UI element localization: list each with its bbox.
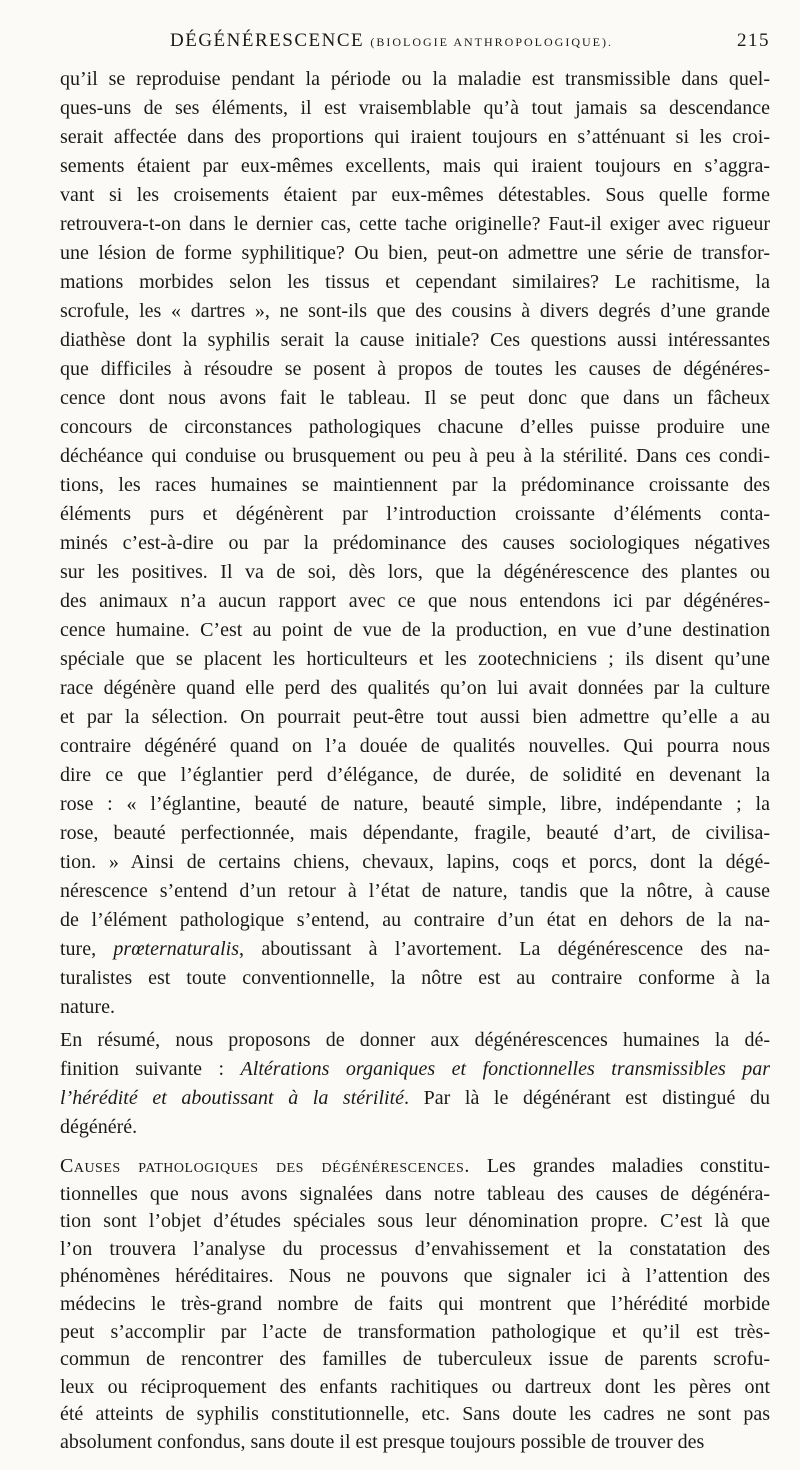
text-line — [60, 1025, 770, 1055]
text-line: et par la sélection. On pourrait peut-être tout aussi bien admettre qu’elle a au — [60, 706, 770, 728]
text-line: sements étaient par eux-mêmes excellents, mais qui iraient toujours en s’aggra- — [60, 155, 770, 177]
text-line: dire ce que l’églantier perd d’élégance, de durée, de solidité en devenant la — [60, 764, 770, 786]
latin-term: prœternaturalis — [113, 938, 239, 960]
text-line: scrofule, les « dartres », ne sont-ils que des cousins à divers degrés d’une grande — [60, 300, 770, 322]
text-line: ques-uns de ses éléments, il est vraisemblable qu’à tout jamais sa descendance — [60, 97, 770, 119]
text-line: tion. » Ainsi de certains chiens, chevaux, lapins, coqs et porcs, dont la dégé- — [60, 851, 770, 873]
page-number: 215 — [737, 30, 770, 51]
text-line: mations morbides selon les tissus et cependant similaires? Le rachitisme, la — [60, 271, 770, 293]
text-line: que difficiles à résoudre se posent à propos de toutes les causes de dégénéres- — [60, 358, 770, 380]
running-title — [170, 30, 613, 52]
text-line: race dégénère quand elle perd des qualités qu’on lui avait données par la culture — [60, 677, 770, 699]
text-line: serait affectée dans des proportions qui iraient toujours en s’atténuant si les croi- — [60, 126, 770, 148]
text-line: tions, les races humaines se maintiennent par la prédominance croissante des — [60, 474, 770, 496]
text-line: turalistes est toute conventionnelle, la nôtre est au contraire conforme à la — [60, 967, 770, 989]
text-line: de l’élément pathologique s’entend, au contraire d’un état en dehors de la na- — [60, 909, 770, 931]
section-heading: Causes pathologiques des dégénérescences. — [60, 1155, 470, 1177]
text-line: des animaux n’a aucun rapport avec ce que nous entendons ici par dégénéres- — [60, 590, 770, 612]
text-line: dégénéré. — [60, 1116, 138, 1138]
text-line: cence dont nous avons fait le tableau. Il se peut donc que dans un fâcheux — [60, 387, 770, 409]
text-line — [60, 934, 770, 964]
text-line: cence humaine. C’est au point de vue de la production, en vue d’une destination — [60, 619, 770, 641]
text-run: En résumé, nous proposons de donner aux dégénérescences humaines la dé- — [60, 1029, 770, 1051]
text-run: . Par là le dégénérant est distingué du — [404, 1087, 770, 1109]
text-line: rose : « l’églantine, beauté de nature, beauté simple, libre, indépendante ; la — [60, 793, 770, 815]
text-line: médecins le très-grand nombre de faits qui montrent que l’hérédité morbide — [60, 1293, 770, 1315]
text-line: une lésion de forme syphilitique? Ou bien, peut-on admettre une série de transfor- — [60, 242, 770, 264]
text-line: qu’il se reproduise pendant la période ou la maladie est transmissible dans quel- — [60, 68, 770, 90]
text-run: finition suivante : — [60, 1058, 241, 1080]
text-line: tion sont l’objet d’études spéciales sous leur dénomination propre. C’est là que — [60, 1210, 770, 1233]
text-run: ture, — [60, 938, 114, 960]
text-line: contraire dégénéré quand on l’a douée de qualités nouvelles. Qui pourra nous — [60, 735, 770, 757]
running-head — [60, 30, 770, 58]
definition-text: Altérations organiques et fonctionnelles transmissibles par — [240, 1058, 770, 1080]
running-title-subtitle: (BIOLOGIE ANTHROPOLOGIQUE). — [370, 35, 614, 49]
text-line: sur les positives. Il va de soi, dès lors, que la dégénérescence des plantes ou — [60, 561, 770, 583]
text-run: Les grandes maladies constitu- — [469, 1155, 771, 1177]
definition-text: l’hérédité et aboutissant à la stérilité — [60, 1087, 405, 1109]
text-line — [60, 1152, 770, 1180]
text-line: diathèse dont la syphilis serait la cause initiale? Ces questions aussi intéressantes — [60, 329, 770, 351]
text-line: été atteints de syphilis constitutionnelle, etc. Sans doute les cadres ne sont pas — [60, 1403, 770, 1426]
text-line: spéciale que se placent les horticulteurs et les zootechniciens ; ils disent qu’une — [60, 648, 770, 670]
text-line: nature. — [60, 996, 115, 1018]
text-line: rose, beauté perfectionnée, mais dépendante, fragile, beauté d’art, de civilisa- — [60, 822, 770, 844]
text-line — [60, 1054, 770, 1084]
text-line: absolument confondus, sans doute il est presque toujours possible de trouver des — [60, 1431, 705, 1453]
text-line: commun de rencontrer des familles de tuberculeux issue de parents scrofu- — [60, 1348, 770, 1371]
text-line: vant si les croisements étaient par eux-mêmes détestables. Sous quelle forme — [60, 184, 770, 206]
text-line: retrouvera-t-on dans le dernier cas, cette tache originelle? Faut-il exiger avec rigueur — [60, 213, 770, 235]
text-run: , aboutissant à l’avortement. La dégénérescence des na- — [239, 938, 771, 960]
text-line: tionnelles que nous avons signalées dans notre tableau des causes de dégénéra- — [60, 1182, 770, 1205]
text-line: concours de circonstances pathologiques chacune d’elles puisse produire une — [60, 416, 770, 438]
running-title-main: DÉGÉNÉRESCENCE — [170, 30, 365, 51]
text-line: phénomènes héréditaires. Nous ne pouvons que signaler ici à l’attention des — [60, 1265, 770, 1288]
text-line: peut s’accomplir par l’acte de transformation pathologique et qu’il est très- — [60, 1320, 770, 1343]
text-line: nérescence s’entend d’un retour à l’état de nature, tandis que la nôtre, à cause — [60, 880, 770, 902]
text-line: déchéance qui conduise ou brusquement ou peu à peu à la stérilité. Dans ces condi- — [60, 445, 770, 467]
text-line: l’on trouvera l’analyse du processus d’envahissement et la constatation des — [60, 1237, 770, 1260]
text-line: leux ou réciproquement des enfants rachitiques ou dartreux dont les pères ont — [60, 1375, 770, 1398]
text-line: éléments purs et dégénèrent par l’introduction croissante d’éléments conta- — [60, 503, 770, 525]
text-line: minés c’est-à-dire ou par la prédominance des causes sociologiques négatives — [60, 532, 770, 554]
text-line — [60, 1083, 770, 1113]
